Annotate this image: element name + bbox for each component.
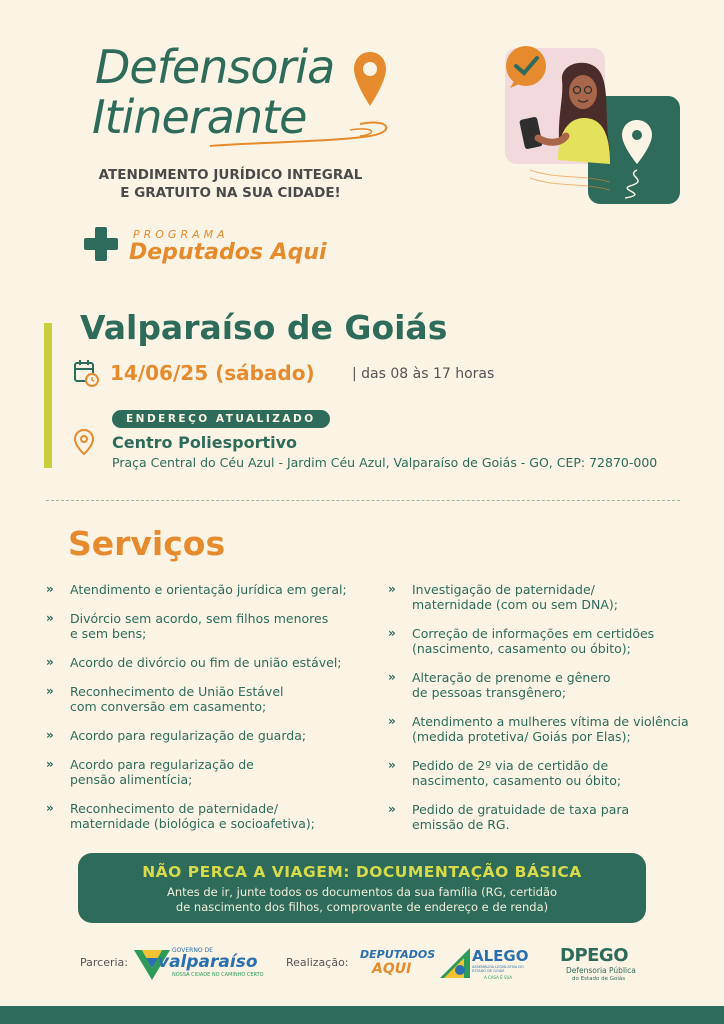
list-item-text: Correção de informações em certidões — [412, 626, 655, 641]
list-item — [388, 758, 698, 788]
chevrons-icon: » — [46, 801, 54, 815]
list-item-text: e sem bens; — [70, 626, 147, 641]
deputados-logo-line2: AQUI — [372, 961, 412, 977]
list-item-text: (medida protetiva/ Goiás por Elas); — [412, 729, 631, 744]
list-item-text: Atendimento a mulheres vítima de violência — [412, 714, 689, 729]
alego-logo-sub2: A CASA É SUA — [484, 975, 513, 980]
venue-address: Praça Central do Céu Azul - Jardim Céu Azul, Valparaíso de Goiás - GO, CEP: 72870-000 — [112, 455, 658, 470]
chevrons-icon: » — [46, 582, 54, 596]
list-item-text: de pessoas transgênero; — [412, 685, 567, 700]
chevrons-icon: » — [388, 626, 396, 640]
location-pin-outline-icon — [73, 428, 95, 456]
documentation-banner — [78, 853, 646, 923]
bottom-bar — [0, 1006, 724, 1024]
valparaiso-logo-text: valparaíso — [158, 952, 258, 972]
banner-title: NÃO PERCA A VIAGEM: DOCUMENTAÇÃO BÁSICA — [142, 863, 582, 881]
realization-label: Realização: — [286, 956, 349, 969]
program-name: Deputados Aqui — [129, 240, 327, 265]
tagline — [88, 166, 373, 202]
list-item-text: Reconhecimento de União Estável — [70, 684, 284, 699]
list-item — [388, 802, 698, 832]
calendar-clock-icon — [73, 359, 99, 387]
alego-logo-text: ALEGO — [472, 947, 529, 965]
list-item-text: maternidade (com ou sem DNA); — [412, 597, 618, 612]
program-label: PROGRAMA — [133, 228, 229, 241]
chevrons-icon: » — [388, 582, 396, 596]
list-item-text: Acordo para regularização de guarda; — [70, 728, 307, 743]
section-divider — [46, 500, 680, 501]
list-item-text: Investigação de paternidade/ — [412, 582, 595, 597]
alego-logo-sub: ASSEMBLEIA LEGISLATIVA DO ESTADO DE GOIÁS — [472, 965, 524, 973]
woman-with-phone-illustration — [500, 40, 690, 210]
chevrons-icon: » — [388, 670, 396, 684]
chevrons-icon: » — [46, 611, 54, 625]
address-updated-badge: ENDEREÇO ATUALIZADO — [112, 410, 330, 428]
list-item-text: Atendimento e orientação jurídica em geral; — [70, 582, 347, 597]
chevrons-icon: » — [46, 655, 54, 669]
services-list-left — [46, 582, 376, 845]
title-line1: Defensoria — [95, 40, 335, 94]
list-item — [46, 611, 376, 641]
route-swoosh-decoration — [200, 108, 400, 152]
venue-name: Centro Poliesportivo — [112, 433, 298, 452]
city-title: Valparaíso de Goiás — [80, 308, 448, 347]
valparaiso-logo-small: GOVERNO DE — [172, 947, 213, 954]
list-item-text: pensão alimentícia; — [70, 772, 193, 787]
banner-text — [78, 885, 646, 915]
list-item — [46, 655, 376, 670]
plus-icon — [83, 226, 119, 262]
partner-label: Parceria: — [80, 956, 129, 969]
list-item-text: com conversão em casamento; — [70, 699, 267, 714]
list-item — [46, 684, 376, 714]
services-title: Serviços — [68, 524, 226, 563]
event-hours: | das 08 às 17 horas — [352, 366, 495, 382]
title-line2: Itinerante — [92, 90, 307, 144]
list-item — [388, 670, 698, 700]
alego-logo-mark — [438, 946, 472, 980]
list-item — [388, 626, 698, 656]
valparaiso-logo-sub: NOSSA CIDADE NO CAMINHO CERTO — [172, 972, 264, 978]
chevrons-icon: » — [46, 728, 54, 742]
list-item-text: Divórcio sem acordo, sem filhos menores — [70, 611, 329, 626]
list-item — [388, 714, 698, 744]
list-item-text: Pedido de gratuidade de taxa para — [412, 802, 630, 817]
chevrons-icon: » — [46, 757, 54, 771]
event-date: 14/06/25 (sábado) — [110, 361, 315, 385]
chevrons-icon: » — [388, 802, 396, 816]
deputados-logo-line1: DEPUTADOS — [360, 948, 436, 961]
list-item-text: Alteração de prenome e gênero — [412, 670, 611, 685]
location-pin-icon — [352, 50, 388, 112]
chevrons-icon: » — [388, 714, 396, 728]
list-item — [46, 582, 376, 597]
accent-bar — [44, 323, 52, 468]
list-item-text: Acordo de divórcio ou fim de união estável; — [70, 655, 342, 670]
list-item — [46, 728, 376, 743]
list-item-text: nascimento, casamento ou óbito; — [412, 773, 622, 788]
list-item — [388, 582, 698, 612]
chevrons-icon: » — [46, 684, 54, 698]
list-item-text: emissão de RG. — [412, 817, 510, 832]
banner-line1: Antes de ir, junte todos os documentos da sua família (RG, certidão — [166, 885, 558, 899]
dpego-logo-sub1: Defensoria Pública — [566, 966, 636, 975]
services-list-right — [388, 582, 698, 846]
banner-line2: de nascimento dos filhos, comprovante de endereço e de renda) — [175, 900, 549, 914]
chevrons-icon: » — [388, 758, 396, 772]
tagline-line1: ATENDIMENTO JURÍDICO INTEGRAL — [98, 167, 363, 183]
list-item-text: Acordo para regularização de — [70, 757, 254, 772]
list-item-text: Pedido de 2º via de certidão de — [412, 758, 609, 773]
dpego-logo-text: DPEGO — [560, 945, 629, 966]
list-item — [46, 757, 376, 787]
list-item-text: maternidade (biológica e socioafetiva); — [70, 816, 315, 831]
dpego-logo-sub2: do Estado de Goiás — [572, 976, 626, 982]
tagline-line2: E GRATUITO NA SUA CIDADE! — [120, 185, 341, 201]
list-item — [46, 801, 376, 831]
list-item-text: Reconhecimento de paternidade/ — [70, 801, 279, 816]
list-item-text: (nascimento, casamento ou óbito); — [412, 641, 631, 656]
